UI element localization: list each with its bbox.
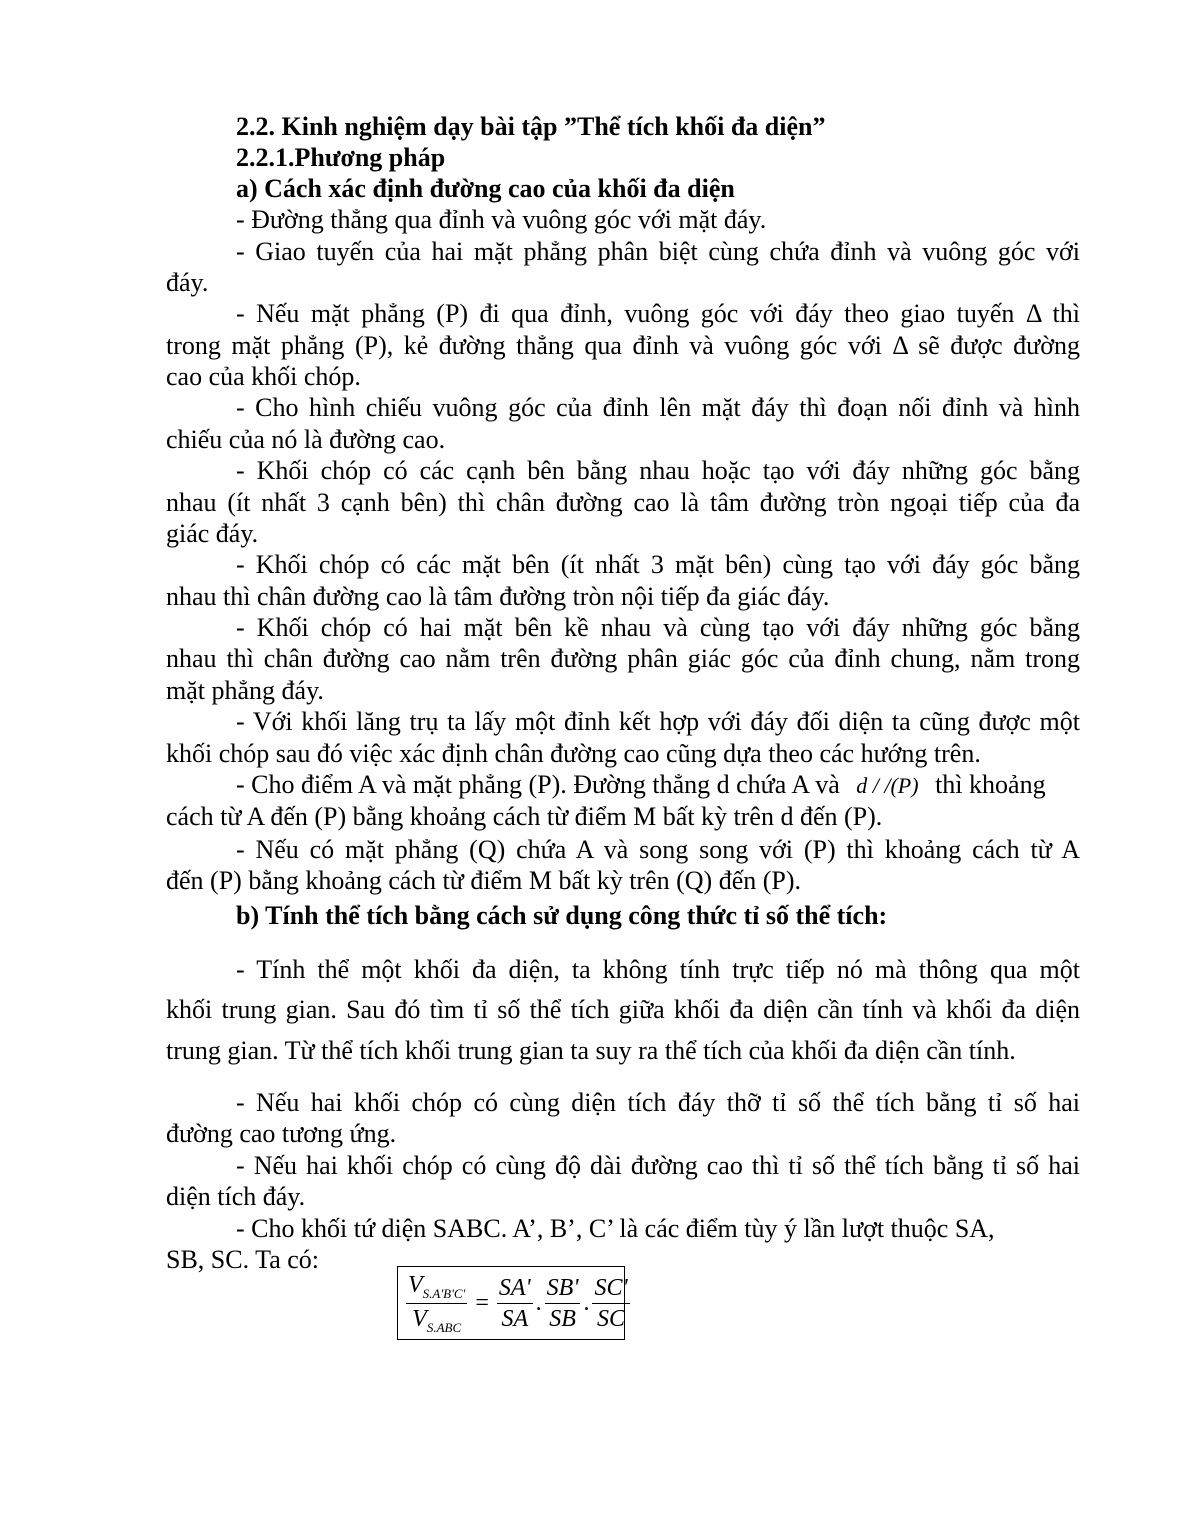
formula-subscript: S.ABC — [426, 1319, 462, 1335]
paragraph-line: - Đường thẳng qua đỉnh và vuông góc với mặt đáy. — [236, 205, 767, 234]
formula-denominator: SC — [597, 1305, 626, 1332]
subsection-heading: 2.2.1.Phương pháp — [236, 143, 446, 172]
multiply-dot: . — [535, 1289, 542, 1316]
part-a-heading: a) Cách xác định đường cao của khối đa diện — [236, 174, 735, 203]
paragraph-line: đường cao tương ứng. — [166, 1119, 397, 1148]
ratio-fraction — [545, 1273, 581, 1334]
paragraph-line: nhau (ít nhất 3 cạnh bên) thì chân đường cao là tâm đường tròn ngoại tiếp của đa — [166, 488, 1080, 517]
paragraph-text: - Cho điểm A và mặt phẳng (P). Đường thẳng d chứa A và — [236, 770, 840, 799]
paragraph-line: nhau thì chân đường cao là tâm đường tròn nội tiếp đa giác đáy. — [166, 582, 830, 611]
paragraph-line: - Nếu hai khối chóp có cùng độ dài đường cao thì tỉ số thể tích bằng tỉ số hai — [236, 1151, 1080, 1180]
formula-symbol: V — [408, 1271, 423, 1298]
formula-subscript: S.A'B'C' — [422, 1285, 466, 1301]
paragraph-line: - Nếu mặt phẳng (P) đi qua đỉnh, vuông góc với đáy theo giao tuyến Δ thì — [236, 299, 1080, 328]
formula-denominator: SA — [501, 1305, 529, 1332]
paragraph-line: nhau thì chân đường cao nằm trên đường phân giác góc của đỉnh chung, nằm trong — [166, 644, 1080, 673]
paragraph-line: cách từ A đến (P) bằng khoảng cách từ điểm M bất kỳ trên d đến (P). — [166, 802, 883, 831]
paragraph-line: - Nếu có mặt phẳng (Q) chứa A và song song với (P) thì khoảng cách từ A — [236, 835, 1080, 864]
paragraph-line: - Với khối lăng trụ ta lấy một đỉnh kết hợp với đáy đối diện ta cũng được một — [236, 707, 1080, 736]
equals-sign: = — [475, 1289, 489, 1316]
volume-ratio-formula — [397, 1266, 628, 1340]
multiply-dot: . — [583, 1289, 590, 1316]
paragraph-line: - Khối chóp có các mặt bên (ít nhất 3 mặt bên) cùng tạo với đáy góc bằng — [236, 550, 1080, 579]
paragraph-line: mặt phẳng đáy. — [166, 676, 324, 705]
paragraph-line: - Tính thể một khối đa diện, ta không tính trực tiếp nó mà thông qua một — [236, 955, 1080, 984]
paragraph-line: - Khối chóp có các cạnh bên bằng nhau hoặc tạo với đáy những góc bằng — [236, 456, 1080, 485]
paragraph-line: khối chóp sau đó việc xác định chân đường cao cũng dựa theo các hướng trên. — [166, 739, 981, 768]
formula-denominator: SB — [549, 1305, 576, 1332]
paragraph-line: - Giao tuyến của hai mặt phẳng phân biệt cùng chứa đỉnh và vuông góc với — [236, 237, 1080, 266]
paragraph-text: thì khoảng — [935, 770, 1046, 799]
paragraph-line: giác đáy. — [166, 519, 259, 548]
paragraph-line: - Nếu hai khối chóp có cùng diện tích đáy thỡ tỉ số thể tích bằng tỉ số hai — [236, 1088, 1080, 1117]
formula-numerator: SB' — [545, 1273, 581, 1304]
paragraph-line: đến (P) bằng khoảng cách từ điểm M bất kỳ trên (Q) đến (P). — [166, 866, 802, 895]
paragraph-line: cao của khối chóp. — [166, 362, 361, 391]
formula-symbol: V — [412, 1305, 427, 1332]
math-parallel: d / /(P) — [856, 773, 919, 798]
part-b-heading: b) Tính thể tích bằng cách sử dụng công thức tỉ số thể tích: — [236, 901, 888, 930]
paragraph-line: trong mặt phẳng (P), kẻ đường thẳng qua đỉnh và vuông góc với Δ sẽ được đường — [166, 331, 1080, 360]
ratio-fraction — [497, 1273, 533, 1334]
paragraph-line: - Cho khối tứ diện SABC. A’, B’, C’ là các điểm tùy ý lần lượt thuộc SA, — [236, 1214, 995, 1243]
volume-fraction — [406, 1270, 467, 1337]
paragraph-line: đáy. — [166, 268, 209, 297]
ratio-fraction — [592, 1273, 629, 1334]
paragraph-line: SB, SC. Ta có: — [166, 1245, 320, 1274]
paragraph-line — [236, 769, 1046, 802]
paragraph-line: chiếu của nó là đường cao. — [166, 425, 446, 454]
formula-numerator: SC' — [592, 1273, 629, 1304]
formula-numerator: SA' — [497, 1273, 533, 1304]
paragraph-line: trung gian. Từ thể tích khối trung gian ta suy ra thể tích của khối đa diện cần tính. — [166, 1036, 1016, 1065]
section-heading: 2.2. Kinh nghiệm dạy bài tập ”Thể tích khối đa diện” — [236, 112, 826, 141]
paragraph-line: khối trung gian. Sau đó tìm tỉ số thể tích giữa khối đa diện cần tính và khối đa diện — [166, 995, 1080, 1024]
paragraph-line: - Cho hình chiếu vuông góc của đỉnh lên mặt đáy thì đoạn nối đỉnh và hình — [236, 393, 1080, 422]
paragraph-line: - Khối chóp có hai mặt bên kề nhau và cùng tạo với đáy những góc bằng — [236, 613, 1080, 642]
paragraph-line: diện tích đáy. — [166, 1182, 306, 1211]
